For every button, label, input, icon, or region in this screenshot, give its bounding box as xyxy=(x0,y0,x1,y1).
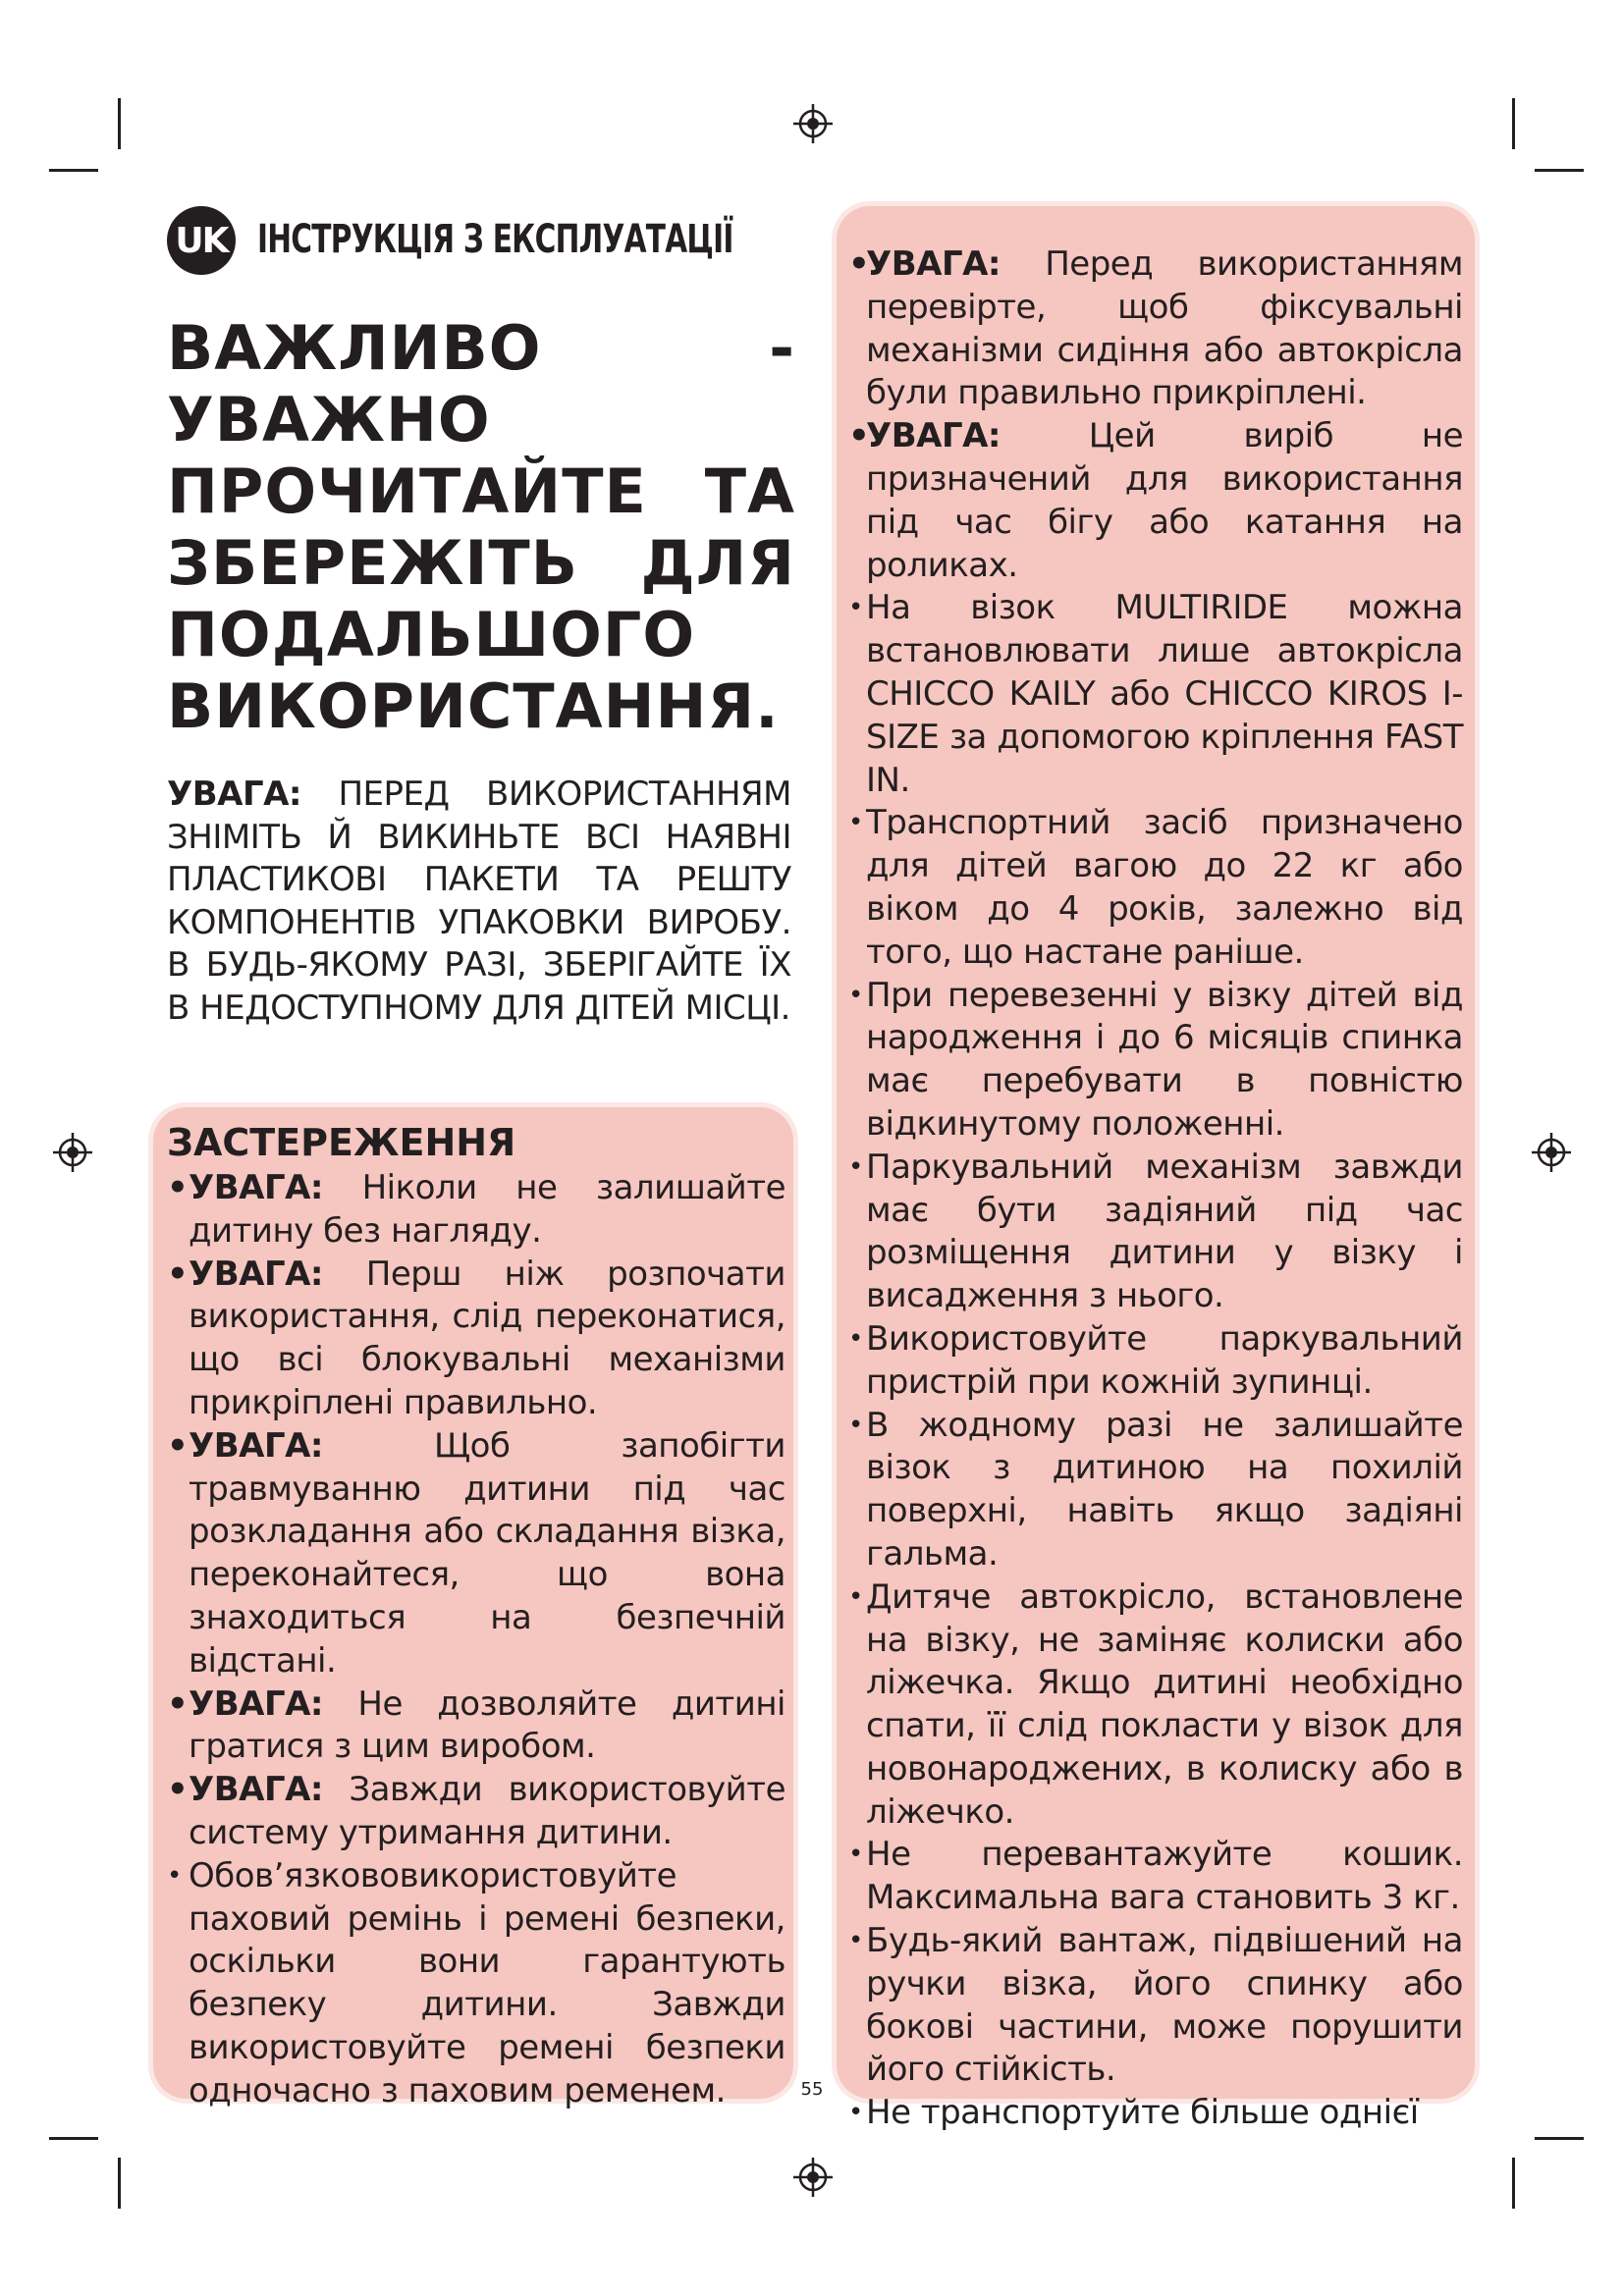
registration-mark-icon xyxy=(53,1133,92,1172)
page-number: 55 xyxy=(800,2079,824,2100)
list-item: • УВАГА: Ніколи не залишайте дитину без нагляду. xyxy=(167,1168,785,1251)
crop-mark xyxy=(1512,2158,1515,2209)
headline: ВАЖЛИВО - УВАЖНО ПРОЧИТАЙТЕ ТА ЗБЕРЕЖІТЬ ДЛЯ ПОДАЛЬШОГО ВИКОРИСТАННЯ. xyxy=(167,312,795,742)
list-item: • УВАГА: Перш ніж розпочати використання, слід переконатися, що всі блокувальні механізми прикріплені правильно. xyxy=(167,1254,785,1422)
crop-mark xyxy=(1512,98,1515,149)
language-badge: UK xyxy=(167,206,236,275)
intro-text: ПЕРЕД ВИКОРИСТАННЯМ ЗНІМІТЬ Й ВИКИНЬТЕ ВСІ НАЯВНІ ПЛАСТИКОВІ ПАКЕТИ ТА РЕШТУ КОМПОНЕНТІВ УПАКОВКИ ВИРОБУ. В БУДЬ-ЯКОМУ РАЗІ, ЗБЕРІГАЙТЕ ЇХ В НЕДОСТУПНОМУ ДЛЯ ДІТЕЙ МІСЦІ. xyxy=(167,774,791,1028)
crop-mark xyxy=(1535,2137,1584,2140)
registration-mark-icon xyxy=(793,2158,833,2197)
crop-mark xyxy=(118,2158,121,2209)
list-item: • Не транспортуйте більше однієї xyxy=(848,2093,1419,2133)
intro-warning xyxy=(167,774,791,1031)
list-item: • При перевезенні у візку дітей від народження і до 6 місяців спинка має перебувати в повністю відкинутому положенні. xyxy=(848,975,1463,1144)
warnings-title: ЗАСТЕРЕЖЕННЯ xyxy=(167,1121,516,1164)
list-item: • Обов’язкововикористовуйте паховий ремінь і ремені безпеки, оскільки вони гарантують безпеку дитини. Завжди використовуйте ремені безпеки одночасно з паховим ременем. xyxy=(167,1855,785,2110)
list-item: • Дитяче автокрісло, встановлене на візку, не заміняє колиски або ліжечка. Якщо дитині необхідно спати, її слід покласти у візок для новонароджених, в колиску або в ліжечко. xyxy=(848,1576,1463,1832)
list-item: • Будь-який вантаж, підвішений на ручки візка, його спинку або бокові частини, може порушити його стійкість. xyxy=(848,1921,1463,2090)
list-item: • УВАГА: Завжди використовуйте систему утримання дитини. xyxy=(167,1770,785,1852)
intro-label: УВАГА: xyxy=(167,774,302,814)
list-item: • В жодному разі не залишайте візок з дитиною на похилій поверхні, навіть якщо задіяні гальма. xyxy=(848,1405,1463,1574)
list-item: • Транспортний засіб призначено для дітей вагою до 22 кг або віком до 4 років, залежно від того, що настане раніше. xyxy=(848,803,1463,972)
warnings-list-right xyxy=(848,243,1463,2135)
list-item: • Використовуйте паркувальний пристрій при кожній зупинці. xyxy=(848,1318,1463,1402)
list-item: • На візок MULTIRIDE можна встановлювати лише автокрісла CHICCO KAILY або CHICCO KIROS I-SIZE за допомогою кріплення FAST IN. xyxy=(848,588,1463,800)
crop-mark xyxy=(118,98,121,149)
registration-mark-icon xyxy=(793,104,833,143)
registration-mark-icon xyxy=(1532,1133,1571,1172)
warnings-list-left xyxy=(167,1167,785,2113)
crop-mark xyxy=(49,169,98,172)
list-item: • УВАГА: Не дозволяйте дитині гратися з цим виробом. xyxy=(167,1683,785,1767)
list-item: • УВАГА: Щоб запобігти травмуванню дитини під час розкладання або складання візка, переконайтеся, що вона знаходиться на безпечній відстані. xyxy=(167,1425,785,1681)
crop-mark xyxy=(1535,169,1584,172)
list-item: • УВАГА: Перед використанням перевірте, щоб фіксувальні механізми сидіння або автокрісла були правильно прикріплені. xyxy=(848,244,1463,413)
page-title: ІНСТРУКЦІЯ З ЕКСПЛУАТАЦІЇ xyxy=(257,217,733,262)
list-item: • Паркувальний механізм завжди має бути задіяний під час розміщення дитини у візку і висадження з нього. xyxy=(848,1147,1463,1316)
crop-mark xyxy=(49,2137,98,2140)
list-item: • Не перевантажуйте кошик. Максимальна вага становить 3 кг. xyxy=(848,1835,1463,1918)
list-item: • УВАГА: Цей виріб не призначений для використання під час бігу або катання на роликах. xyxy=(848,416,1463,585)
